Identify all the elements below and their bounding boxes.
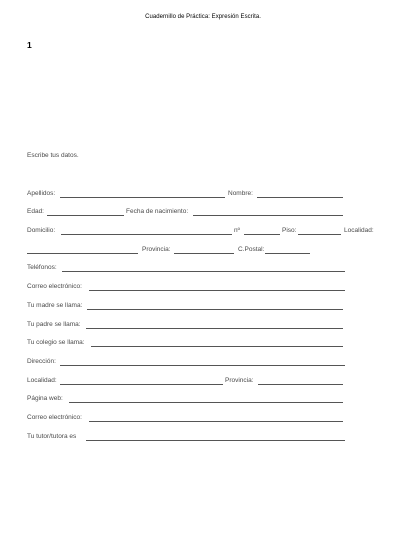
- label-direccion: Dirección:: [27, 358, 56, 365]
- field-localidad[interactable]: [27, 253, 138, 254]
- field-direccion[interactable]: [60, 365, 345, 366]
- field-padre[interactable]: [86, 328, 343, 329]
- field-edad[interactable]: [47, 215, 124, 216]
- label-madre: Tu madre se llama:: [27, 302, 83, 309]
- field-cpostal[interactable]: [265, 253, 310, 254]
- row-localidad-provincia: [27, 376, 379, 386]
- field-telefonos[interactable]: [62, 271, 345, 272]
- document-header: Cuadernillo de Práctica: Expresión Escrita.: [145, 14, 261, 20]
- page-number: 1: [27, 40, 32, 50]
- field-domicilio[interactable]: [61, 234, 232, 235]
- field-correo-2[interactable]: [89, 421, 343, 422]
- label-numero: nº: [234, 227, 240, 234]
- row-tutor: [27, 432, 379, 442]
- row-correo-2: [27, 413, 379, 423]
- row-provincia-cp: [27, 245, 379, 255]
- label-colegio: Tu colegio se llama:: [27, 339, 85, 346]
- field-fecha-nacimiento[interactable]: [193, 215, 343, 216]
- field-colegio[interactable]: [91, 346, 343, 347]
- label-fecha-nacimiento: Fecha de nacimiento:: [126, 208, 189, 215]
- label-localidad-2: Localidad:: [27, 377, 57, 384]
- label-cpostal: C.Postal:: [238, 246, 265, 253]
- label-telefonos: Teléfonos:: [27, 264, 57, 271]
- row-madre: [27, 301, 379, 311]
- row-direccion: [27, 357, 379, 367]
- label-localidad: Localidad:: [344, 227, 374, 234]
- label-piso: Piso:: [282, 227, 297, 234]
- field-provincia-2[interactable]: [258, 384, 343, 385]
- label-apellidos: Apellidos:: [27, 190, 56, 197]
- field-numero[interactable]: [244, 234, 280, 235]
- label-correo-1: Correo electrónico:: [27, 283, 82, 290]
- row-padre: [27, 320, 379, 330]
- field-pagina-web[interactable]: [69, 402, 343, 403]
- label-pagina-web: Página web:: [27, 395, 63, 402]
- label-padre: Tu padre se llama:: [27, 321, 81, 328]
- field-provincia[interactable]: [174, 253, 234, 254]
- instructions: Escribe tus datos.: [27, 152, 79, 159]
- field-nombre[interactable]: [257, 197, 343, 198]
- row-correo-1: [27, 282, 379, 292]
- row-edad-fecha: [27, 207, 379, 217]
- label-provincia: Provincia:: [142, 246, 171, 253]
- label-domicilio: Domicilio:: [27, 227, 56, 234]
- row-pagina-web: [27, 394, 379, 404]
- field-apellidos[interactable]: [60, 197, 225, 198]
- row-apellidos-nombre: [27, 189, 379, 199]
- label-tutor: Tu tutor/tutora es: [27, 433, 77, 440]
- row-domicilio: [27, 226, 379, 236]
- row-telefonos: [27, 263, 379, 273]
- row-colegio: [27, 338, 379, 348]
- field-piso[interactable]: [298, 234, 341, 235]
- label-edad: Edad:: [27, 208, 44, 215]
- field-tutor[interactable]: [86, 440, 345, 441]
- field-correo-1[interactable]: [89, 290, 345, 291]
- label-provincia-2: Provincia:: [225, 377, 254, 384]
- field-madre[interactable]: [87, 309, 343, 310]
- label-correo-2: Correo electrónico:: [27, 414, 82, 421]
- field-localidad-2[interactable]: [60, 384, 223, 385]
- label-nombre: Nombre:: [228, 190, 253, 197]
